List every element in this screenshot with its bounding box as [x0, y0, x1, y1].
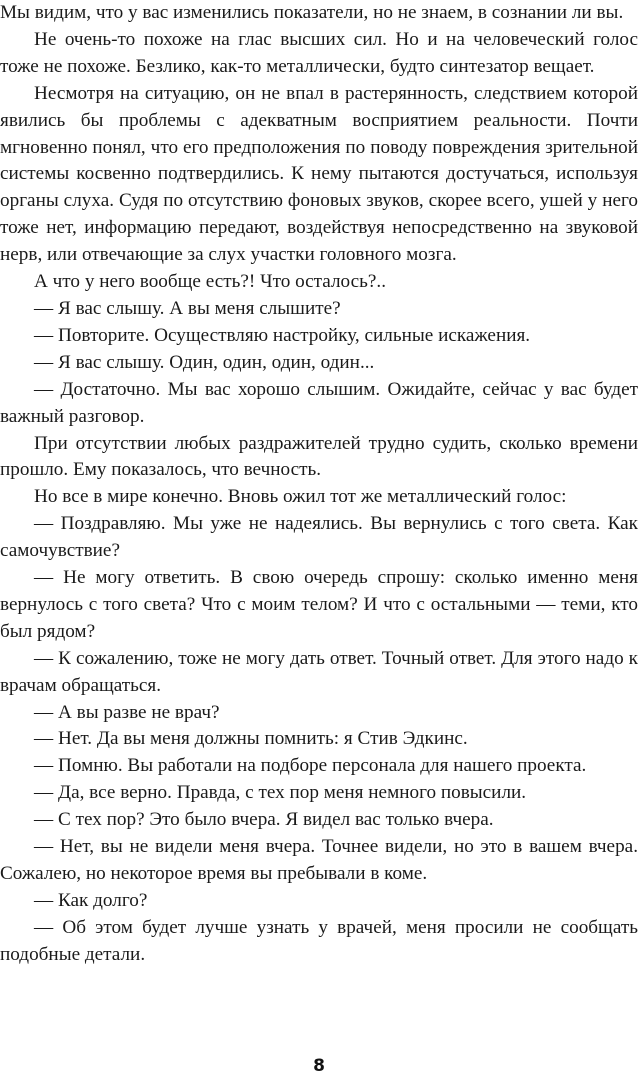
dialogue-line: — Нет. Да вы меня должны помнить: я Стив Эдкинс.: [34, 728, 468, 750]
dialogue-line: — Нет, вы не видели меня вчера. Точнее видели, но это в вашем вчера. Сожалею, но некоторое время вы пребывали в коме.: [0, 836, 638, 884]
page-number: 8: [313, 1056, 325, 1076]
dialogue-line: — Поздравляю. Мы уже не надеялись. Вы вернулись с того света. Как самочувствие?: [0, 513, 638, 562]
dialogue-line: — К сожалению, тоже не могу дать ответ. Точный ответ. Для этого надо к врачам обращаться.: [0, 647, 638, 696]
paragraph: А что у него вообще есть?! Что осталось?..: [34, 271, 387, 293]
paragraph: Но все в мире конечно. Вновь ожил тот же металлический голос:: [34, 486, 567, 508]
dialogue-line: — Я вас слышу. А вы меня слышите?: [34, 297, 341, 319]
dialogue-line: — С тех пор? Это было вчера. Я видел вас только вчера.: [34, 809, 494, 831]
dialogue-line: — Я вас слышу. Один, один, один, один...: [34, 351, 375, 373]
paragraph: При отсутствии любых раздражителей трудно судить, сколько времени прошло. Ему показалось, что вечность.: [0, 432, 638, 481]
dialogue-line: — Помню. Вы работали на подборе персонала для нашего проекта.: [34, 755, 587, 777]
paragraph: Мы видим, что у вас изменились показатели, но не знаем, в сознании ли вы.: [0, 2, 624, 23]
dialogue-line: — Как долго?: [34, 889, 148, 911]
dialogue-line: — Об этом будет лучше узнать у врачей, меня просили не сообщать подобные детали.: [0, 916, 638, 965]
dialogue-line: — Достаточно. Мы вас хорошо слышим. Ожидайте, сейчас у вас будет важный разговор.: [0, 378, 638, 427]
dialogue-line: — А вы разве не врач?: [34, 701, 220, 723]
paragraph: Несмотря на ситуацию, он не впал в растерянность, следствием которой явились бы проблемы с адекватным восприятием реальности. Почти мгновенно понял, что его предположения по поводу повреждения зрительной системы косвенно подтвердились. К нему пытаются достучаться, используя органы слуха. Судя по отсутствию фоновых звуков, скорее всего, ушей у него тоже нет, информацию передают, воздействуя непосредственно на звуковой нерв, или отвечающие за слух участки головного мозга.: [0, 82, 638, 266]
dialogue-line: — Да, все верно. Правда, с тех пор меня немного повысили.: [34, 782, 527, 804]
paragraph: Не очень-то похоже на глас высших сил. Но и на человеческий голос тоже не похоже. Безлико, как-то металлически, будто синтезатор вещает.: [0, 28, 638, 77]
dialogue-line: — Повторите. Осуществляю настройку, сильные искажения.: [34, 324, 531, 346]
dialogue-line: — Не могу ответить. В свою очередь спрошу: сколько именно меня вернулось с того света? Что с моим телом? И что с остальными — теми, кто был рядом?: [0, 567, 638, 642]
